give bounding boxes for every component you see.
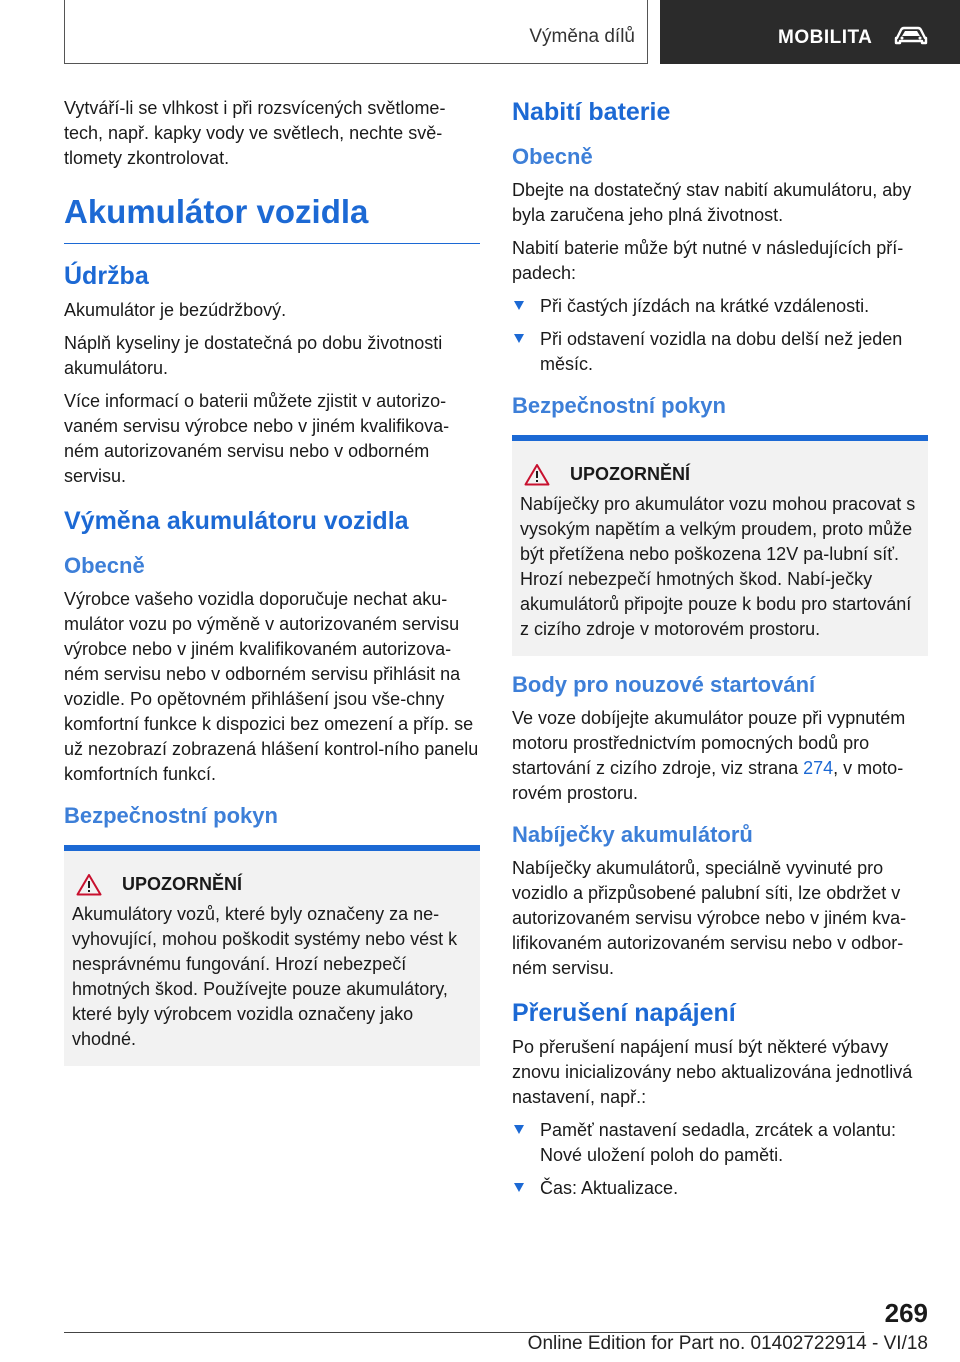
- header-section-box: [64, 0, 648, 64]
- page-link[interactable]: 274: [803, 758, 834, 778]
- list-item: Paměť nastavení sedadla, zrcátek a volantu: Nové uložení poloh do paměti.: [512, 1118, 928, 1168]
- left-column: [64, 96, 480, 1066]
- list-item: Při odstavení vozidla na dobu delší než jeden měsíc.: [512, 327, 928, 377]
- heading-battery-replacement: Výměna akumulátoru vozidla: [64, 507, 409, 535]
- header-chapter-box: [660, 0, 960, 64]
- heading-safety-note: Bezpečnostní pokyn: [512, 393, 726, 418]
- heading-general: Obecně: [64, 553, 145, 578]
- reset-list: [512, 1118, 928, 1201]
- warning-box: [512, 435, 928, 656]
- warning-heading: UPOZORNĚNÍ: [570, 464, 691, 484]
- warning-heading: UPOZORNĚNÍ: [122, 874, 243, 894]
- heading-battery-chargers: Nabíječky akumulátorů: [512, 822, 753, 847]
- chargers-text: Nabíječky akumulátorů, speciálně vyvinuté pro vozidlo a přizpůsobené palubní síti, lze obdržet v autorizovaném servisu výrobce nebo v jiném kva-lifikovaném autorizovaném servisu nebo v odbor-ném servisu.: [512, 858, 907, 978]
- charging-text-2: Nabití baterie může být nutné v následujících pří-padech:: [512, 238, 904, 283]
- bullet-triangle-icon: [514, 334, 524, 343]
- power-interruption-text: Po přerušení napájení musí být některé výbavy znovu inicializovány nebo aktualizována jednotlivá nastavení, např.:: [512, 1037, 913, 1107]
- maintenance-text-2: Náplň kyseliny je dostatečná po dobu životnosti akumulátoru.: [64, 333, 443, 378]
- intro-paragraph: Vytváří-li se vlhkost i při rozsvícených světlome-tech, např. kapky vody ve světlech, nechte svě-tlomety zkontrolovat.: [64, 98, 446, 168]
- list-item: Při častých jízdách na krátké vzdálenosti.: [512, 294, 928, 319]
- footer-edition: Online Edition for Part no. 01402722914 - VI/18: [527, 1333, 928, 1354]
- warning-triangle-icon: [76, 873, 102, 896]
- maintenance-text-1: Akumulátor je bezúdržbový.: [64, 300, 287, 320]
- jump-start-text: Ve voze dobíjejte akumulátor pouze při vypnutém motoru prostřednictvím pomocných bodů pro startování z cizího zdroje, viz strana 274, v moto-rovém prostoru.: [512, 708, 906, 803]
- heading-power-interruption: Přerušení napájení: [512, 999, 736, 1027]
- heading-general: Obecně: [512, 144, 593, 169]
- replacement-text: Výrobce vašeho vozidla doporučuje nechat aku-mulátor vozu po výměně v autorizovaném servisu výrobce nebo v jiném kvalifikovaném autorizova-ném servisu nebo v odborném servisu přihlásit na vozidle. Po opětovném přihlášení jsou vše-chny komfortní funkce k dispozici bez omezení a příp. se už nezobrazí zobrazená hlášení kontrol-ního panelu komfortních funkcí.: [64, 589, 479, 784]
- warning-text: Akumulátory vozů, které byly označeny za ne-vyhovující, mohou poškodit systémy nebo vést k nesprávnému fungování. Hrozí nebezpečí hmotných škod. Používejte pouze akumulátory, které byly výrobcem vozidla označeny jako vhodné.: [72, 904, 458, 1049]
- warning-box: [64, 845, 480, 1066]
- warning-text: Nabíječky pro akumulátor vozu mohou pracovat s vysokým napětím a velkým proudem, proto může být přetížena nebo poškozena 12V pa-lubní síť. Hrozí nebezpečí hmotných škod. Nabí-ječky akumulátorů připojte pouze k bodu pro startování z cizího zdroje v motorovém prostoru.: [520, 494, 916, 639]
- car-icon: [894, 26, 928, 46]
- bullet-triangle-icon: [514, 1125, 524, 1134]
- list-item: Čas: Aktualizace.: [512, 1176, 928, 1201]
- header-chapter-title: MOBILITA: [778, 27, 873, 48]
- section-title-battery: Akumulátor vozidla: [64, 191, 480, 244]
- bullet-triangle-icon: [514, 1183, 524, 1192]
- charging-list: [512, 294, 928, 377]
- page-number: 269: [884, 1298, 928, 1328]
- maintenance-text-3: Více informací o baterii můžete zjistit v autorizo-vaném servisu výrobce nebo v jiném kvalifikova-ném autorizovaném servisu nebo v odborném servisu.: [64, 391, 450, 486]
- header-section-title: Výměna dílů: [529, 26, 635, 47]
- charging-text-1: Dbejte na dostatečný stav nabití akumulátoru, aby byla zaručena jeho plná životnost.: [512, 180, 912, 225]
- heading-battery-charging: Nabití baterie: [512, 98, 671, 126]
- bullet-triangle-icon: [514, 301, 524, 310]
- right-column: [512, 96, 928, 1209]
- heading-maintenance: Údržba: [64, 262, 149, 290]
- heading-jump-start-points: Body pro nouzové startování: [512, 672, 816, 697]
- warning-triangle-icon: [524, 463, 550, 486]
- heading-safety-note: Bezpečnostní pokyn: [64, 803, 278, 828]
